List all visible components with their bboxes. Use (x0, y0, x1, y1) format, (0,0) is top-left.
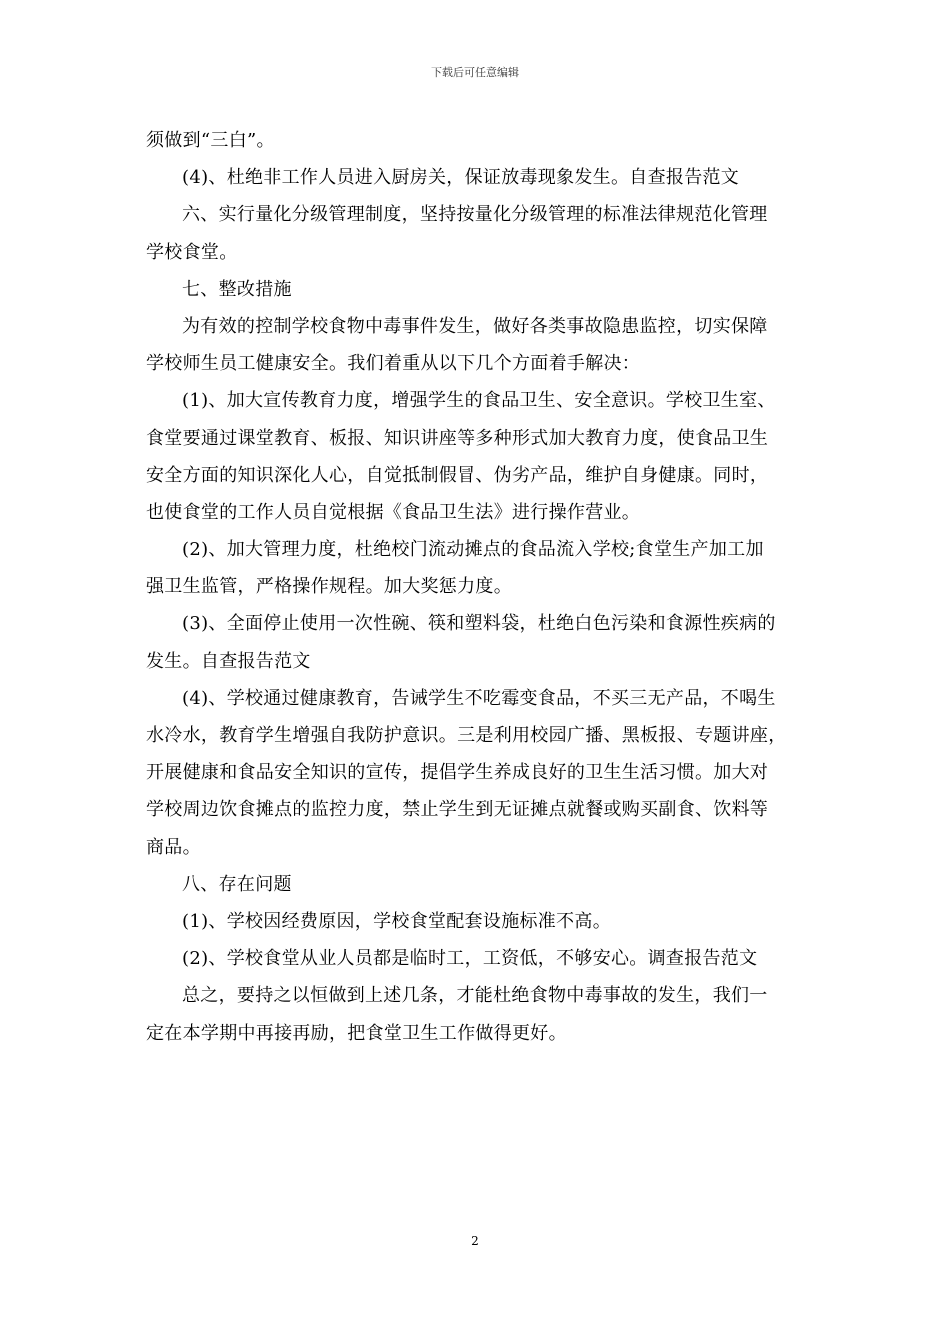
paragraph-line: 学校师生员工健康安全。我们着重从以下几个方面着手解决： (146, 353, 641, 375)
paragraph-line: 学校食堂。 (146, 241, 238, 263)
paragraph-line: 为有效的控制学校食物中毒事件发生，做好各类事故隐患监控，切实保障 (182, 315, 768, 337)
document-body (146, 122, 812, 1052)
paragraph-line: (2)、学校食堂从业人员都是临时工，工资低，不够安心。调查报告范文 (182, 948, 758, 970)
paragraph-line: (2)、加大管理力度，杜绝校门流动摊点的食品流入学校;食堂生产加工加 (182, 539, 764, 561)
paragraph-line: 学校周边饮食摊点的监控力度，禁止学生到无证摊点就餐或购买副食、饮料等 (146, 799, 769, 821)
section-heading: 八、存在问题 (182, 873, 292, 895)
paragraph-line: 开展健康和食品安全知识的宣传，提倡学生养成良好的卫生生活习惯。加大对 (146, 762, 769, 784)
paragraph-line: 也使食堂的工作人员自觉根据《食品卫生法》进行操作营业。 (146, 501, 641, 523)
paragraph-line: 水冷水，教育学生增强自我防护意识。三是利用校园广播、黑板报、专题讲座， (146, 725, 787, 746)
page-number: 2 (471, 1234, 479, 1248)
paragraph-line: 商品。 (146, 836, 201, 858)
paragraph-line: (3)、全面停止使用一次性碗、筷和塑料袋，杜绝白色污染和食源性疾病的 (182, 613, 776, 635)
paragraph-line: (4)、杜绝非工作人员进入厨房关，保证放毒现象发生。自查报告范文 (182, 167, 740, 189)
paragraph-line: 发生。自查报告范文 (146, 650, 311, 672)
page-header: 下载后可任意编辑 (431, 66, 519, 79)
paragraph-line: (4)、学校通过健康教育，告诫学生不吃霉变食品，不买三无产品，不喝生 (182, 687, 776, 709)
paragraph-line: 食堂要通过课堂教育、板报、知识讲座等多种形式加大教育力度，使食品卫生 (146, 427, 769, 449)
section-heading: 七、整改措施 (182, 278, 292, 300)
paragraph-line: 定在本学期中再接再励，把食堂卫生工作做得更好。 (146, 1022, 567, 1044)
paragraph-line: 安全方面的知识深化人心，自觉抵制假冒、伪劣产品，维护自身健康。同时， (146, 464, 769, 486)
paragraph-line: 总之，要持之以恒做到上述几条，才能杜绝食物中毒事故的发生，我们一 (182, 985, 768, 1007)
paragraph-line: 六、实行量化分级管理制度，坚持按量化分级管理的标准法律规范化管理 (182, 204, 768, 226)
paragraph-line: 须做到“三白”。 (146, 130, 275, 151)
paragraph-line: 强卫生监管，严格操作规程。加大奖惩力度。 (146, 576, 512, 598)
paragraph-line: (1)、加大宣传教育力度，增强学生的食品卫生、安全意识。学校卫生室、 (182, 390, 776, 412)
paragraph-line: (1)、学校因经费原因，学校食堂配套设施标准不高。 (182, 910, 611, 932)
